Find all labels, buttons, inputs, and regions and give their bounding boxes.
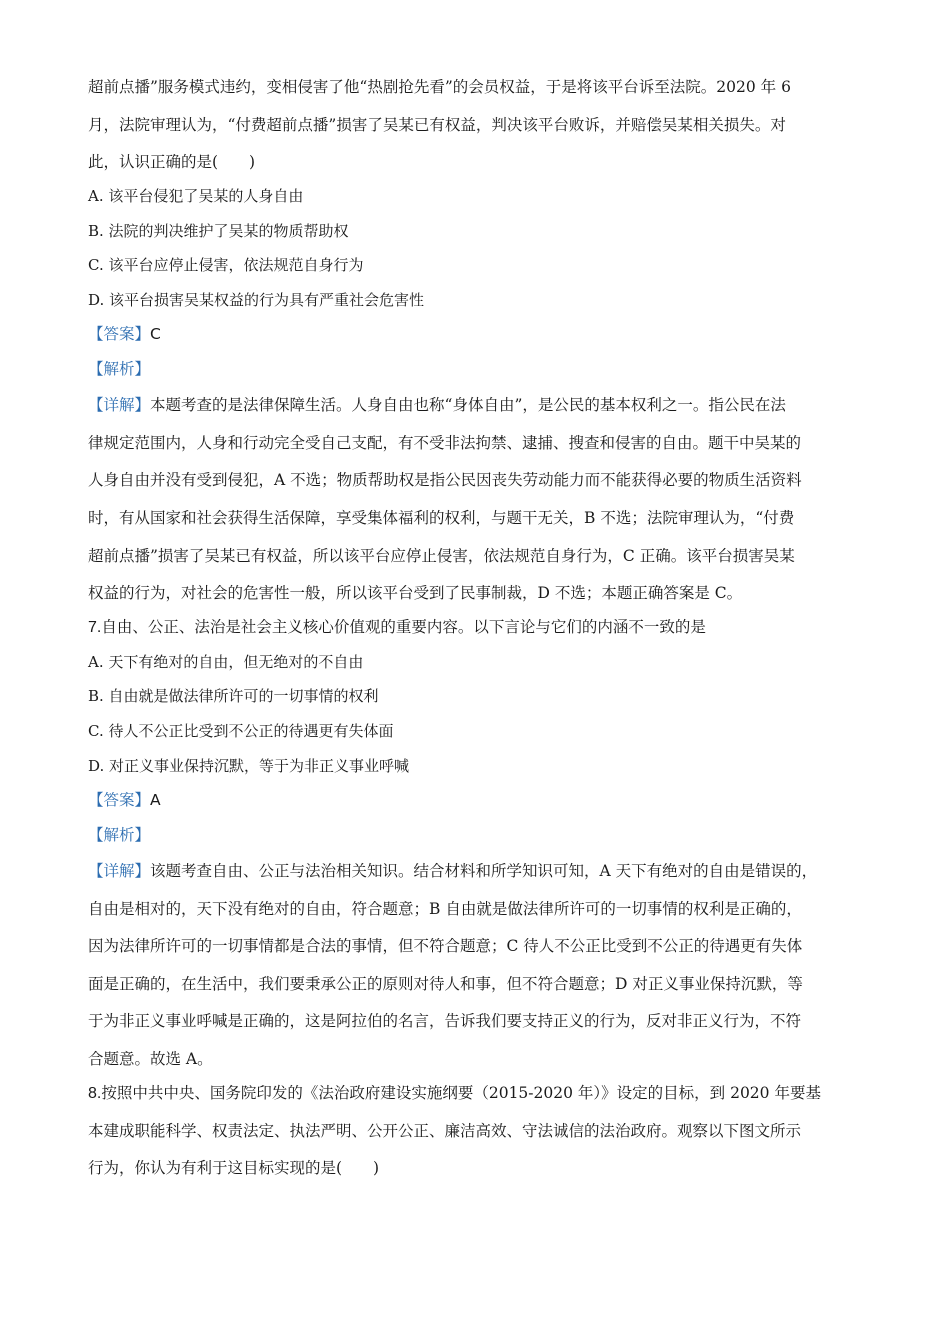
q7-option-a: A. 天下有绝对的自由，但无绝对的不自由 bbox=[88, 653, 364, 671]
answer-value: C bbox=[150, 325, 161, 343]
q7-number: 7. bbox=[88, 619, 102, 636]
q7-detail-line bbox=[88, 861, 878, 881]
q6-stem-line: 月，法院审理认为，“付费超前点播”损害了吴某已有权益，判决该平台败诉，并赔偿吴某相关损失。对 bbox=[88, 116, 786, 134]
q6-option-d: D. 该平台损害吴某权益的行为具有严重社会危害性 bbox=[88, 291, 425, 309]
q7-option-c: C. 待人不公正比受到不公正的待遇更有失体面 bbox=[88, 722, 394, 740]
q6-option-a: A. 该平台侵犯了吴某的人身自由 bbox=[88, 187, 304, 205]
q6-stem-line: 超前点播”服务模式违约，变相侵害了他“热剧抢先看”的会员权益，于是将该平台诉至法院。2020 年 6 bbox=[88, 78, 791, 96]
detail-tag: 【详解】 bbox=[88, 396, 151, 414]
q7-stem bbox=[88, 617, 878, 638]
q6-detail-line: 人身自由并没有受到侵犯，A 不选；物质帮助权是指公民因丧失劳动能力而不能获得必要的物质生活资料 bbox=[88, 471, 802, 489]
detail-tag: 【详解】 bbox=[88, 862, 151, 880]
q7-detail-line: 因为法律所许可的一切事情都是合法的事情，但不符合题意；C 待人不公正比受到不公正的待遇更有失体 bbox=[88, 937, 803, 955]
q7-option-b: B. 自由就是做法律所许可的一切事情的权利 bbox=[88, 687, 379, 705]
q7-detail-line: 面是正确的，在生活中，我们要秉承公正的原则对待人和事，但不符合题意；D 对正义事业保持沉默，等 bbox=[88, 975, 803, 993]
q6-detail-line: 权益的行为，对社会的危害性一般，所以该平台受到了民事制裁，D 不选；本题正确答案是 C。 bbox=[88, 584, 743, 602]
q8-stem-line: 行为，你认为有利于这目标实现的是( ) bbox=[88, 1159, 380, 1177]
q7-stem-text: 自由、公正、法治是社会主义核心价值观的重要内容。以下言论与它们的内涵不一致的是 bbox=[101, 618, 706, 636]
answer-tag: 【答案】 bbox=[88, 325, 151, 343]
analysis-tag: 【解析】 bbox=[88, 826, 151, 844]
q6-option-c: C. 该平台应停止侵害，依法规范自身行为 bbox=[88, 256, 364, 274]
detail-text: 本题考查的是法律保障生活。人身自由也称“身体自由”，是公民的基本权利之一。指公民在法 bbox=[150, 396, 786, 414]
q6-detail-line: 超前点播”损害了吴某已有权益，所以该平台应停止侵害，依法规范自身行为，C 正确。该平台损害吴某 bbox=[88, 547, 795, 565]
q6-detail-line bbox=[88, 395, 878, 415]
q8-stem-text: 按照中共中央、国务院印发的《法治政府建设实施纲要（2015-2020 年）》设定的目标，到 2020 年要基 bbox=[101, 1084, 821, 1102]
q7-answer bbox=[88, 790, 878, 810]
q6-answer bbox=[88, 324, 878, 344]
q7-detail-line: 于为非正义事业呼喊是正确的，这是阿拉伯的名言，告诉我们要支持正义的行为，反对非正义行为，不符 bbox=[88, 1012, 802, 1030]
q7-detail-line: 自由是相对的，天下没有绝对的自由，符合题意；B 自由就是做法律所许可的一切事情的权利是正确的， bbox=[88, 900, 802, 918]
q6-stem-line: 此，认识正确的是( ) bbox=[88, 153, 256, 171]
q6-detail-line: 律规定范围内，人身和行动完全受自己支配，有不受非法拘禁、逮捕、搜查和侵害的自由。题干中吴某的 bbox=[88, 434, 802, 452]
detail-text: 该题考查自由、公正与法治相关知识。结合材料和所学知识可知，A 天下有绝对的自由是错误的， bbox=[150, 862, 818, 880]
answer-value: A bbox=[150, 791, 161, 809]
answer-tag: 【答案】 bbox=[88, 791, 151, 809]
q8-number: 8. bbox=[88, 1085, 102, 1102]
q8-stem-line: 本建成职能科学、权责法定、执法严明、公开公正、廉洁高效、守法诚信的法治政府。观察以下图文所示 bbox=[88, 1122, 802, 1140]
analysis-tag: 【解析】 bbox=[88, 360, 151, 378]
q8-stem bbox=[88, 1083, 878, 1104]
q6-detail-line: 时，有从国家和社会获得生活保障，享受集体福利的权利，与题干无关，B 不选；法院审理认为，“付费 bbox=[88, 509, 795, 527]
q7-analysis bbox=[88, 825, 878, 845]
q6-option-b: B. 法院的判决维护了吴某的物质帮助权 bbox=[88, 222, 349, 240]
q7-detail-line: 合题意。故选 A。 bbox=[88, 1050, 213, 1068]
q7-option-d: D. 对正义事业保持沉默，等于为非正义事业呼喊 bbox=[88, 757, 410, 775]
q6-analysis bbox=[88, 359, 878, 379]
